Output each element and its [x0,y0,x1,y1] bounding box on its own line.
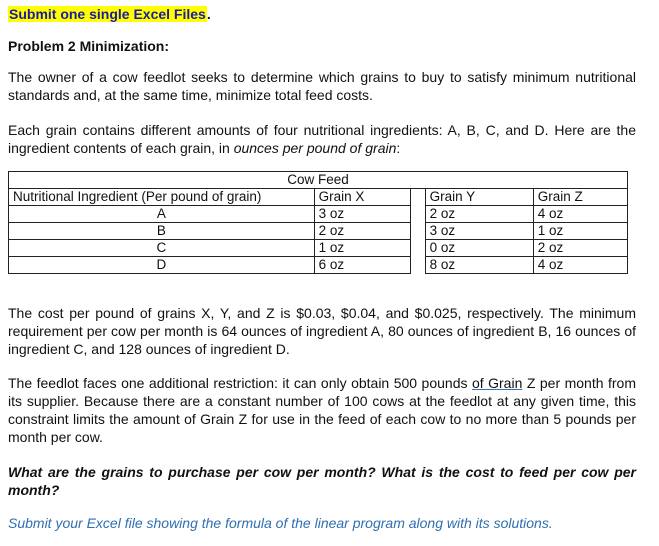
table-row [9,223,628,240]
header-grain-y: Grain Y [425,189,533,206]
row-grain-y: 0 oz [425,240,533,257]
row-ingredient: B [9,223,315,240]
table-row [9,257,628,274]
row-grain-x: 1 oz [314,240,410,257]
problem-heading: Problem 2 Minimization: [8,38,170,54]
restriction-underlined: of Grain [471,375,523,391]
row-grain-z: 1 oz [533,223,627,240]
submission-banner [8,6,211,22]
header-spacer [410,189,425,206]
ingredients-text: Each grain contains different amounts of four nutritional ingredients: A, B, C, and D. Here are the ingredient contents of each grain, in [8,122,636,156]
header-ingredient: Nutritional Ingredient (Per pound of grain) [9,189,315,206]
banner-period: . [206,6,211,22]
row-ingredient: C [9,240,315,257]
header-grain-z: Grain Z [533,189,627,206]
ingredients-unit: ounces per pound of grain [233,140,397,156]
row-grain-x: 6 oz [314,257,410,274]
table-caption: Cow Feed [9,172,628,189]
question-paragraph: What are the grains to purchase per cow per month? What is the cost to feed per cow per month? [8,464,636,498]
ingredients-colon: : [396,140,401,156]
submission-instruction: Submit your Excel file showing the formula of the linear program along with its solutions. [8,515,553,531]
row-spacer [410,257,425,274]
row-spacer [410,206,425,223]
header-grain-x: Grain X [314,189,410,206]
row-grain-x: 2 oz [314,223,410,240]
intro-paragraph: The owner of a cow feedlot seeks to determine which grains to buy to satisfy minimum nutritional standards and, at the same time, minimize total feed costs. [8,69,636,103]
row-grain-z: 4 oz [533,257,627,274]
row-spacer [410,240,425,257]
restriction-text-start: The feedlot faces one additional restriction: it can only obtain 500 pounds [8,375,472,391]
table-header-row [9,189,628,206]
row-spacer [410,223,425,240]
restriction-text-end: Z per month from its supplier. Because there are a constant number of 100 cows at the feedlot at any given time, this constraint limits the amount of Grain Z for use in the feed of each cow to no more than 5 pounds per month per cow. [8,375,636,445]
table-caption-row [9,172,628,189]
row-grain-y: 3 oz [425,223,533,240]
restriction-paragraph [8,374,636,446]
row-grain-z: 4 oz [533,206,627,223]
row-grain-y: 2 oz [425,206,533,223]
banner-highlight: Submit one single Excel Files [9,6,206,22]
cow-feed-table [8,171,628,274]
cost-paragraph: The cost per pound of grains X, Y, and Z is $0.03, $0.04, and $0.025, respectively. The minimum requirement per cow per month is 64 ounces of ingredient A, 80 ounces of ingredient B, 16 ounces of ingredient C, and 128 ounces of ingredient D. [8,305,636,357]
row-ingredient: D [9,257,315,274]
ingredients-paragraph [8,121,636,157]
row-grain-y: 8 oz [425,257,533,274]
row-ingredient: A [9,206,315,223]
row-grain-x: 3 oz [314,206,410,223]
table-row [9,240,628,257]
table-row [9,206,628,223]
row-grain-z: 2 oz [533,240,627,257]
